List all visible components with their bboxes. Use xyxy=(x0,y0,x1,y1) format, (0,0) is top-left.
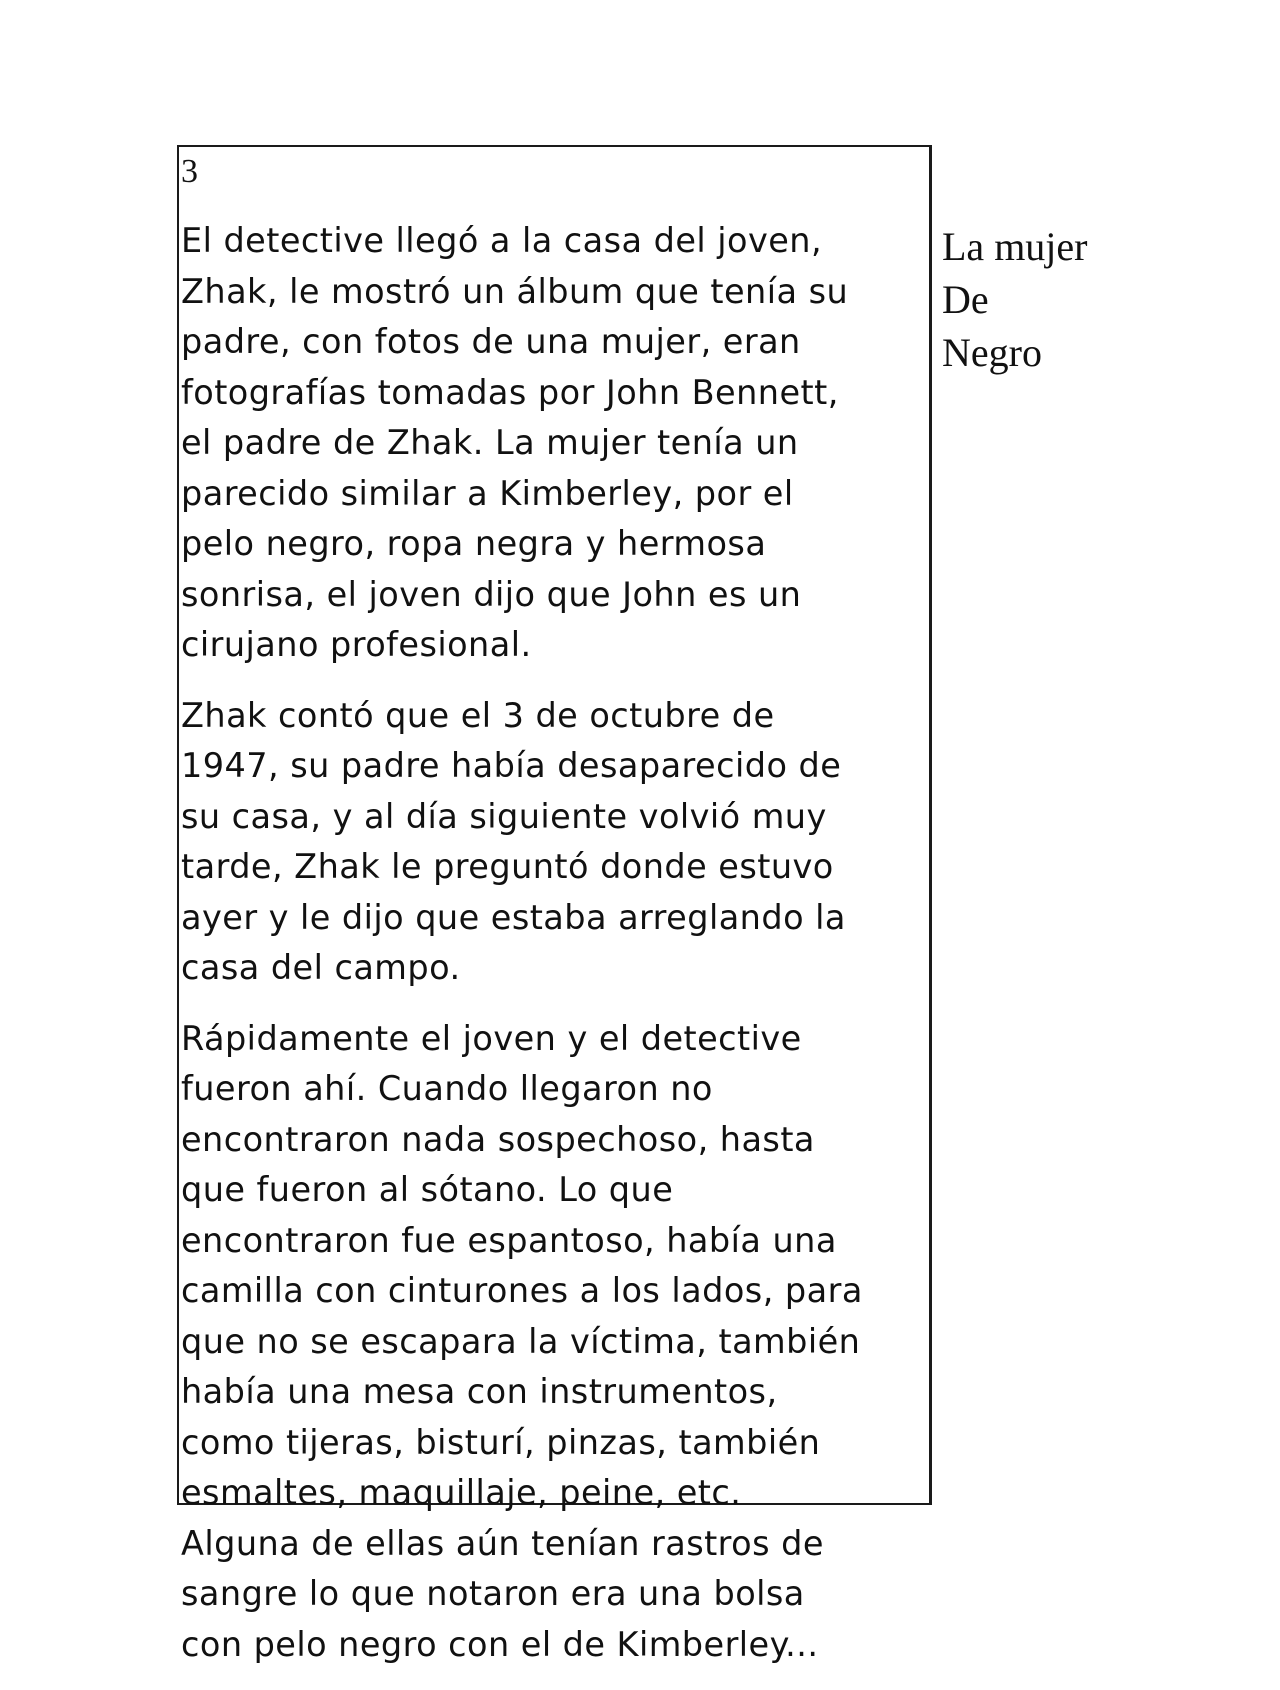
paragraph-line: que fueron al sótano. Lo que xyxy=(181,1170,674,1209)
paragraph-line: 1947, su padre había desaparecido de xyxy=(181,746,842,785)
paragraph-line: sangre lo que notaron era una bolsa xyxy=(181,1574,805,1613)
paragraph-line: parecido similar a Kimberley, por el xyxy=(181,473,794,513)
paragraph-line: esmaltes, maquillaje, peine, etc. xyxy=(181,1473,742,1512)
paragraph-line: encontraron nada sospechoso, hasta xyxy=(181,1119,815,1159)
paragraph-line: ayer y le dijo que estaba arreglando la xyxy=(181,897,846,937)
paragraph-line: sonrisa, el joven dijo que John es un xyxy=(181,574,802,614)
paragraph-line: cirujano profesional. xyxy=(181,625,532,664)
paragraph-line: que no se escapara la víctima, también xyxy=(181,1321,861,1361)
side-title xyxy=(942,220,1088,379)
paragraph-3 xyxy=(181,1014,941,1671)
paragraph-line: Alguna de ellas aún tenían rastros de xyxy=(181,1523,824,1563)
story-body xyxy=(181,216,941,1690)
paragraph-line: fotografías tomadas por John Bennett, xyxy=(181,372,839,412)
paragraph-line: había una mesa con instrumentos, xyxy=(181,1372,778,1411)
paragraph-line: pelo negro, ropa negra y hermosa xyxy=(181,524,767,563)
paragraph-line: Zhak, le mostró un álbum que tenía su xyxy=(181,271,849,311)
paragraph-line: como tijeras, bisturí, pinzas, también xyxy=(181,1422,821,1462)
paragraph-line: fueron ahí. Cuando llegaron no xyxy=(181,1069,713,1108)
paragraph-line: El detective llegó a la casa del joven, xyxy=(181,221,823,260)
paragraph-1 xyxy=(181,216,941,671)
side-title-line: La mujer xyxy=(942,224,1088,269)
paragraph-line: su casa, y al día siguiente volvió muy xyxy=(181,796,827,836)
page-number: 3 xyxy=(181,153,198,190)
paragraph-2 xyxy=(181,691,941,994)
paragraph-line: encontraron fue espantoso, había una xyxy=(181,1220,837,1260)
paragraph-line: camilla con cinturones a los lados, para xyxy=(181,1271,863,1310)
side-title-line: De xyxy=(942,277,989,322)
paragraph-line: Zhak contó que el 3 de octubre de xyxy=(181,695,775,735)
paragraph-line: tarde, Zhak le preguntó donde estuvo xyxy=(181,847,834,886)
paragraph-line: con pelo negro con el de Kimberley... xyxy=(181,1624,819,1664)
paragraph-line: Rápidamente el joven y el detective xyxy=(181,1018,802,1058)
paragraph-line: el padre de Zhak. La mujer tenía un xyxy=(181,423,799,462)
paragraph-line: casa del campo. xyxy=(181,948,461,987)
paragraph-line: padre, con fotos de una mujer, eran xyxy=(181,322,801,361)
side-title-line: Negro xyxy=(942,330,1042,375)
